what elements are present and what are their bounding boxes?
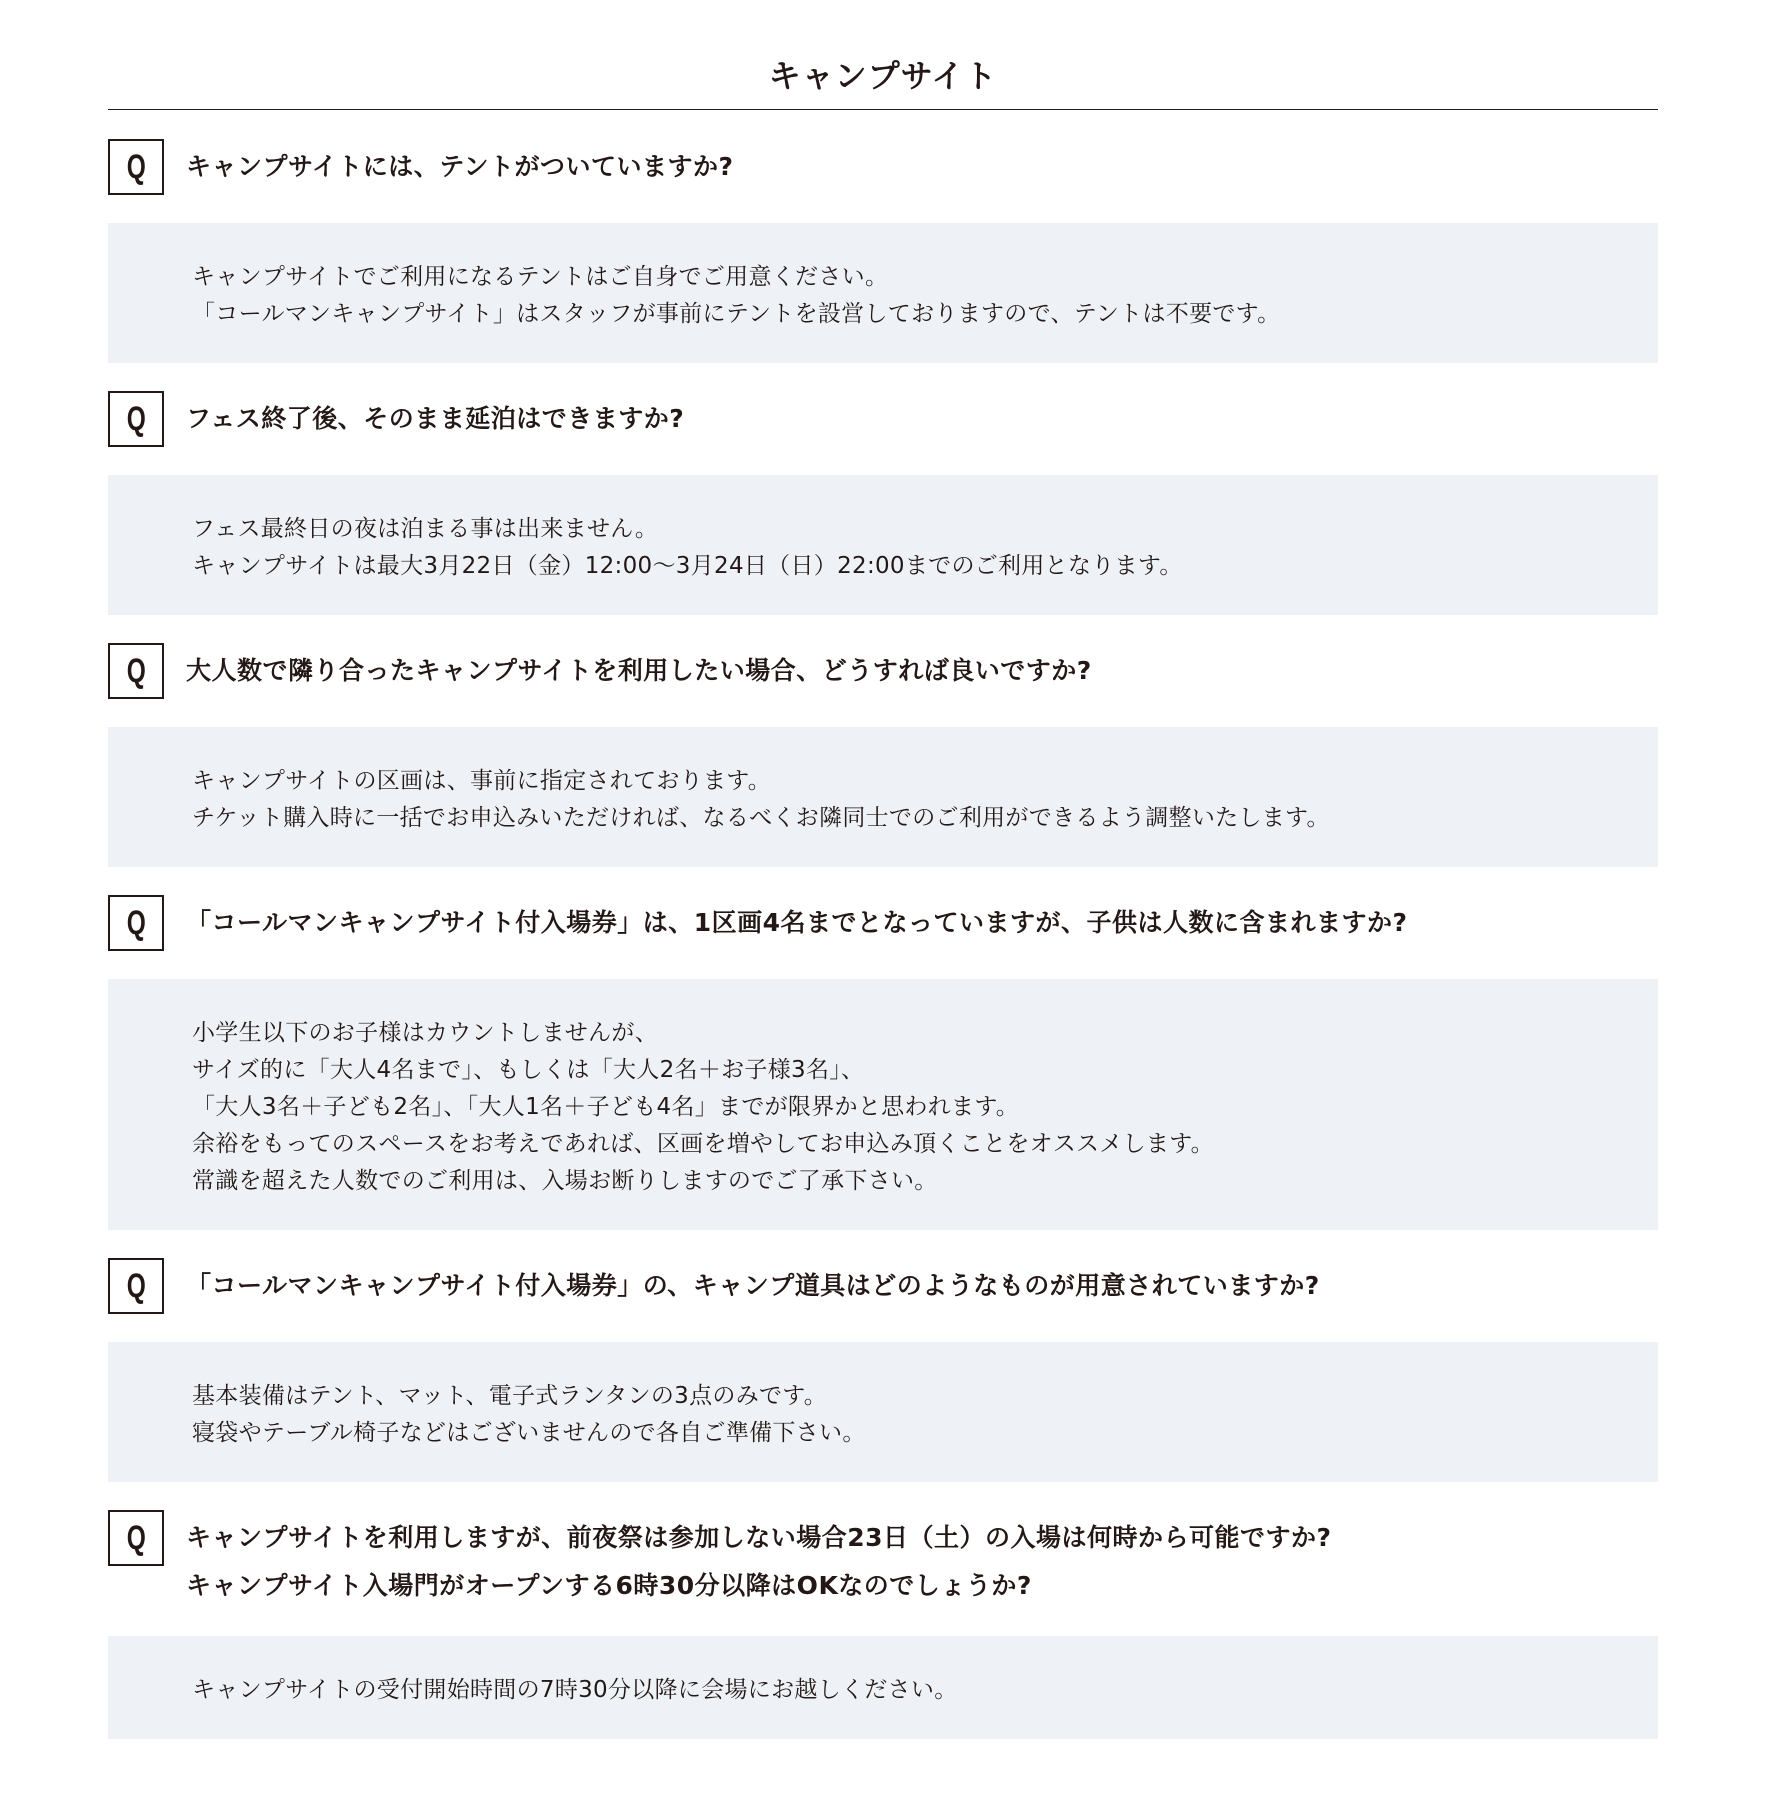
question-line: フェス終了後、そのまま延泊はできますか? xyxy=(186,404,685,433)
answer-line: 常識を超えた人数でのご利用は、入場お断りしますのでご了承下さい。 xyxy=(192,1168,938,1194)
faq-item xyxy=(108,895,1658,1230)
faq-list xyxy=(108,139,1658,1739)
faq-page xyxy=(108,0,1658,1767)
question-line: キャンプサイトを利用しますが、前夜祭は参加しない場合23日（土）の入場は何時から可能ですか? xyxy=(186,1523,1332,1552)
question-text xyxy=(186,391,684,443)
answer-panel xyxy=(108,1342,1658,1482)
q-icon-letter: Q xyxy=(126,1518,146,1557)
question-line: キャンプサイトには、テントがついていますか? xyxy=(186,152,734,181)
q-icon xyxy=(108,1510,164,1566)
question-text xyxy=(186,1258,1320,1310)
q-icon xyxy=(108,643,164,699)
question-row xyxy=(108,895,1658,953)
q-icon-letter: Q xyxy=(126,147,146,186)
answer-line: フェス最終日の夜は泊まる事は出来ません。 xyxy=(192,516,659,542)
answer-panel xyxy=(108,1636,1658,1739)
answer-line: キャンプサイトは最大3月22日（金）12:00〜3月24日（日）22:00までのご利用となります。 xyxy=(192,553,1183,579)
answer-line: キャンプサイトの区画は、事前に指定されております。 xyxy=(192,768,772,794)
page-title: キャンプサイト xyxy=(768,57,998,95)
answer-line: 「コールマンキャンプサイト」はスタッフが事前にテントを設営しておりますので、テントは不要です。 xyxy=(192,301,1281,327)
answer-panel xyxy=(108,223,1658,363)
question-text xyxy=(186,139,734,191)
question-row xyxy=(108,643,1658,701)
answer-line: キャンプサイトの受付開始時間の7時30分以降に会場にお越しください。 xyxy=(192,1677,958,1703)
faq-item xyxy=(108,1258,1658,1482)
answer-line: 基本装備はテント、マット、電子式ランタンの3点のみです。 xyxy=(192,1383,828,1409)
q-icon-letter: Q xyxy=(126,399,146,438)
answer-line: チケット購入時に一括でお申込みいただければ、なるべくお隣同士でのご利用ができるよう調整いたします。 xyxy=(192,805,1330,831)
question-text xyxy=(186,643,1092,695)
answer-line: サイズ的に「大人4名まで」、もしくは「大人2名＋お子様3名」、 xyxy=(192,1057,865,1083)
faq-item xyxy=(108,391,1658,615)
q-icon-letter: Q xyxy=(126,1266,146,1305)
q-icon xyxy=(108,1258,164,1314)
faq-item xyxy=(108,643,1658,867)
title-divider xyxy=(108,109,1658,110)
answer-line: 寝袋やテーブル椅子などはございませんので各自ご準備下さい。 xyxy=(192,1420,866,1446)
question-row xyxy=(108,139,1658,197)
q-icon xyxy=(108,391,164,447)
q-icon xyxy=(108,895,164,951)
question-line: 「コールマンキャンプサイト付入場券」の、キャンプ道具はどのようなものが用意されていますか? xyxy=(186,1271,1320,1300)
faq-item xyxy=(108,1510,1658,1739)
question-row xyxy=(108,1258,1658,1316)
question-text xyxy=(186,1510,1332,1610)
answer-panel xyxy=(108,979,1658,1230)
faq-item xyxy=(108,139,1658,363)
question-row xyxy=(108,1510,1658,1610)
question-text xyxy=(186,895,1408,947)
answer-line: 小学生以下のお子様はカウントしませんが、 xyxy=(192,1020,658,1046)
answer-line: 「大人3名＋子ども2名」、「大人1名＋子ども4名」までが限界かと思われます。 xyxy=(192,1094,1020,1120)
question-line: キャンプサイト入場門がオープンする6時30分以降はOKなのでしょうか? xyxy=(186,1571,1032,1600)
answer-line: 余裕をもってのスペースをお考えであれば、区画を増やしてお申込み頂くことをオススメします。 xyxy=(192,1131,1214,1157)
answer-line: キャンプサイトでご利用になるテントはご自身でご用意ください。 xyxy=(192,264,889,290)
question-line: 「コールマンキャンプサイト付入場券」は、1区画4名までとなっていますが、子供は人数に含まれますか? xyxy=(186,908,1408,937)
answer-panel xyxy=(108,475,1658,615)
question-row xyxy=(108,391,1658,449)
q-icon xyxy=(108,139,164,195)
question-line: 大人数で隣り合ったキャンプサイトを利用したい場合、どうすれば良いですか? xyxy=(186,656,1092,685)
answer-panel xyxy=(108,727,1658,867)
q-icon-letter: Q xyxy=(126,651,146,690)
q-icon-letter: Q xyxy=(126,903,146,942)
